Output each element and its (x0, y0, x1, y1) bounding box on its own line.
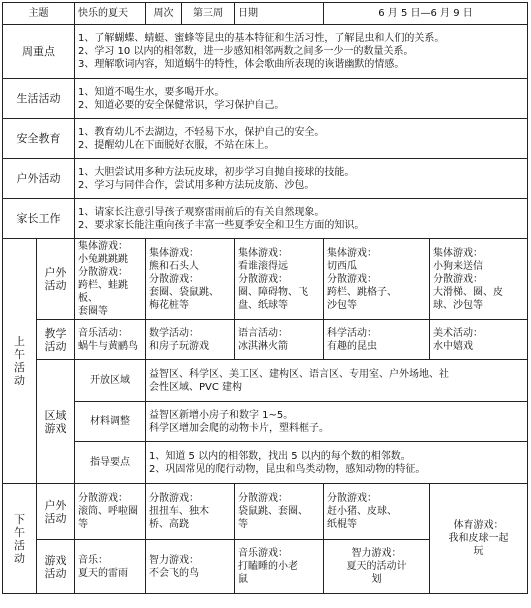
cell-line: 分散游戏： (433, 273, 483, 285)
regional-guidance-row (3, 442, 528, 484)
cell-line: 集体游戏： (78, 241, 128, 252)
afternoon-outdoor-label-text: 户外活动 (44, 498, 67, 525)
day-cell-fri (430, 320, 528, 360)
cell-line: 沙包等 (327, 299, 357, 311)
regional-sub-label: 开放区域 (75, 360, 146, 402)
section-line: 2、提醒幼儿在下面脱好衣服，不站在床上。 (78, 139, 275, 151)
cell-line: 体育游戏： (453, 520, 504, 531)
cell-line: 扭扭车、独木 (149, 506, 209, 517)
day-cell-wed (235, 320, 324, 360)
cell-line: 智力游戏： (351, 548, 402, 559)
section-content (75, 199, 528, 239)
day-cell-tue (146, 540, 235, 594)
section-label: 家长工作 (3, 199, 75, 239)
day-cell-mon (75, 239, 146, 320)
morning-label-text: 上午活动 (14, 335, 25, 387)
cell-line: 跨栏、蛙跳板、 (78, 280, 128, 304)
day-cell-tue (146, 320, 235, 360)
cell-line: 球、沙包等 (433, 299, 483, 311)
afternoon-outdoor-row (3, 484, 528, 540)
cell-line: 打瞌睡的小老 (238, 561, 298, 572)
cell-line: 科学活动： (327, 327, 377, 339)
cell-line: 夏天的活动计 (346, 561, 407, 572)
regional-content (146, 442, 528, 484)
day-cell-mon (75, 320, 146, 360)
morning-label (3, 239, 37, 484)
cell-line: 分散游戏： (149, 493, 199, 504)
cell-line: 集体游戏： (238, 247, 288, 259)
section-row-outdoor (3, 159, 528, 199)
cell-line: 跨栏、跳格子、 (327, 286, 397, 298)
morning-teaching-label-text: 教学活动 (44, 326, 67, 353)
afternoon-label-text: 下午活动 (14, 512, 25, 565)
afternoon-games-label-text: 游戏活动 (44, 553, 67, 580)
cell-line: 冰淇淋火箭 (238, 340, 288, 352)
cell-line: 盘、纸球等 (238, 299, 288, 311)
regional-sub-label: 指导要点 (75, 442, 146, 484)
cell-line: 分散游戏： (327, 273, 377, 285)
morning-teaching-label (37, 320, 75, 360)
cell-line: 切西瓜 (327, 260, 357, 272)
section-line: 1、教育幼儿不去湖边，不轻易下水，保护自己的安全。 (78, 126, 325, 138)
regional-content (146, 402, 528, 442)
cell-line: 鼠 (238, 574, 248, 585)
section-line: 2、学习与同伴合作，尝试用多种方法玩皮筋、沙包。 (78, 179, 315, 191)
cell-line: 集体游戏： (149, 247, 199, 259)
section-row-parents (3, 199, 528, 239)
cell-line: 玩 (473, 546, 484, 557)
cell-line: 数学活动： (149, 327, 199, 339)
section-row-life (3, 79, 528, 119)
section-line: 1、请家长注意引导孩子观察雷雨前后的有关自然现象。 (78, 206, 325, 218)
regional-line: 科学区增加会爬的动物卡片，塑料框子。 (149, 422, 329, 434)
day-cell-fri (430, 484, 528, 594)
regional-open-row (3, 360, 528, 402)
day-cell-mon (75, 484, 146, 540)
day-cell-tue (146, 484, 235, 540)
regional-content (146, 360, 528, 402)
cell-line: 分散游戏： (78, 493, 128, 504)
cell-line: 不会飞的鸟 (149, 567, 199, 579)
cell-line: 有趣的昆虫 (327, 340, 377, 352)
cell-line: 音乐游戏： (238, 548, 288, 559)
day-cell-thu (324, 484, 430, 540)
section-label: 周重点 (3, 25, 75, 79)
cell-line: 分散游戏： (238, 493, 288, 504)
day-cell-mon (75, 540, 146, 594)
regional-line: 1、知道 5 以内的相邻数，找出 5 以内的每个数的相邻数。 (149, 450, 411, 462)
section-line: 2、要求家长能注重向孩子丰富一些夏季安全和卫生方面的知识。 (78, 219, 365, 231)
cell-line: 滚筒、呼啦圈等 (78, 506, 138, 530)
afternoon-label (3, 484, 37, 594)
section-line: 1、知道不喝生水，要多喝开水。 (78, 86, 225, 98)
header-row (3, 3, 528, 25)
section-line: 2、知道必要的安全保健常识，学习保护自己。 (78, 99, 285, 111)
cell-line: 音乐： (78, 554, 108, 566)
section-line: 2、学习 10 以内的相邻数，进一步感知相邻两数之间多一少一的数量关系。 (78, 46, 414, 57)
cell-line: 集体游戏： (433, 247, 483, 259)
cell-line: 水中嬉戏 (433, 340, 473, 352)
day-cell-thu (324, 239, 430, 320)
section-row-safety (3, 119, 528, 159)
day-cell-tue (146, 239, 235, 320)
cell-line: 赶小猪、皮球、 (327, 506, 397, 517)
cell-line: 大滑梯、圈、皮 (433, 286, 503, 298)
cell-line: 音乐活动： (78, 327, 128, 339)
date-label: 日期 (235, 3, 324, 25)
regional-materials-row (3, 402, 528, 442)
cell-line: 等 (238, 519, 248, 530)
date-value: 6 月 5 日—6 月 9 日 (324, 3, 528, 25)
regional-line: 益智区新增小房子和数字 1~5。 (149, 409, 294, 421)
regional-line: 2、巩固常见的爬行动物，昆虫和鸟类动物，感知动物的特征。 (149, 463, 426, 475)
cell-line: 分散游戏： (149, 273, 199, 285)
cell-line: 我和皮球一起 (448, 533, 509, 544)
section-content (75, 79, 528, 119)
cell-line: 桥、高跷 (149, 519, 189, 530)
cell-line: 熊和石头人 (149, 260, 199, 272)
day-cell-thu (324, 320, 430, 360)
cell-line: 梅花桩等 (149, 299, 189, 311)
cell-line: 美术活动： (433, 327, 483, 339)
day-cell-wed (235, 484, 324, 540)
cell-line: 套圈、袋鼠跳、 (149, 286, 219, 298)
section-label: 安全教育 (3, 119, 75, 159)
section-row-weekly-focus (3, 25, 528, 79)
cell-line: 划 (371, 574, 382, 585)
morning-outdoor-label-text: 户外活动 (44, 266, 67, 292)
cell-line: 纸棍等 (327, 519, 357, 530)
theme-value: 快乐的夏天 (75, 3, 146, 25)
cell-line: 袋鼠跳、套圈、 (238, 506, 308, 517)
section-label: 户外活动 (3, 159, 75, 199)
morning-teaching-row (3, 320, 528, 360)
cell-line: 套圈等 (78, 306, 108, 317)
morning-regional-label-text: 区域游戏 (44, 408, 67, 435)
theme-label: 主题 (3, 3, 75, 25)
day-cell-thu (324, 540, 430, 594)
section-label: 生活活动 (3, 79, 75, 119)
weekly-plan-table (2, 2, 528, 594)
cell-line: 圈、障碍物、飞 (238, 286, 308, 298)
day-cell-fri (430, 239, 528, 320)
week-label: 周次 (146, 3, 182, 25)
cell-line: 夏天的雷雨 (78, 567, 128, 579)
day-cell-wed (235, 239, 324, 320)
section-line: 1、了解蝴蝶、蜻蜓、蜜蜂等昆虫的基本特征和生活习性，了解昆虫和人们的关系。 (78, 33, 445, 44)
day-cell-wed (235, 540, 324, 594)
regional-line: 会性区域、PVC 建构 (149, 381, 243, 393)
section-line: 1、大胆尝试用多种方法玩皮球，初步学习自抛自接球的技能。 (78, 166, 355, 178)
cell-line: 小狗来送信 (433, 260, 483, 272)
afternoon-games-label (37, 540, 75, 594)
morning-outdoor-row (3, 239, 528, 320)
morning-regional-label (37, 360, 75, 484)
regional-sub-label: 材料调整 (75, 402, 146, 442)
section-line: 3、理解歌词内容，知道蜗牛的特性，体会歌曲所表现的诙谐幽默的情感。 (78, 59, 405, 70)
cell-line: 集体游戏： (327, 247, 377, 259)
cell-line: 小兔跳跳跳 (78, 254, 128, 265)
cell-line: 智力游戏： (149, 554, 199, 566)
cell-line: 语言活动： (238, 327, 288, 339)
section-content (75, 119, 528, 159)
afternoon-outdoor-label (37, 484, 75, 540)
morning-outdoor-label (37, 239, 75, 320)
cell-line: 和房子玩游戏 (149, 340, 209, 352)
cell-line: 蜗牛与黄鹂鸟 (78, 340, 138, 352)
week-value: 第三周 (182, 3, 235, 25)
cell-line: 分散游戏： (238, 273, 288, 285)
section-content (75, 25, 528, 79)
cell-line: 分散游戏： (78, 267, 128, 278)
section-content (75, 159, 528, 199)
cell-line: 看谁滚得远 (238, 260, 288, 272)
cell-line: 分散游戏： (327, 493, 377, 504)
regional-line: 益智区、科学区、美工区、建构区、语言区、专用室、户外场地、社 (149, 368, 449, 380)
